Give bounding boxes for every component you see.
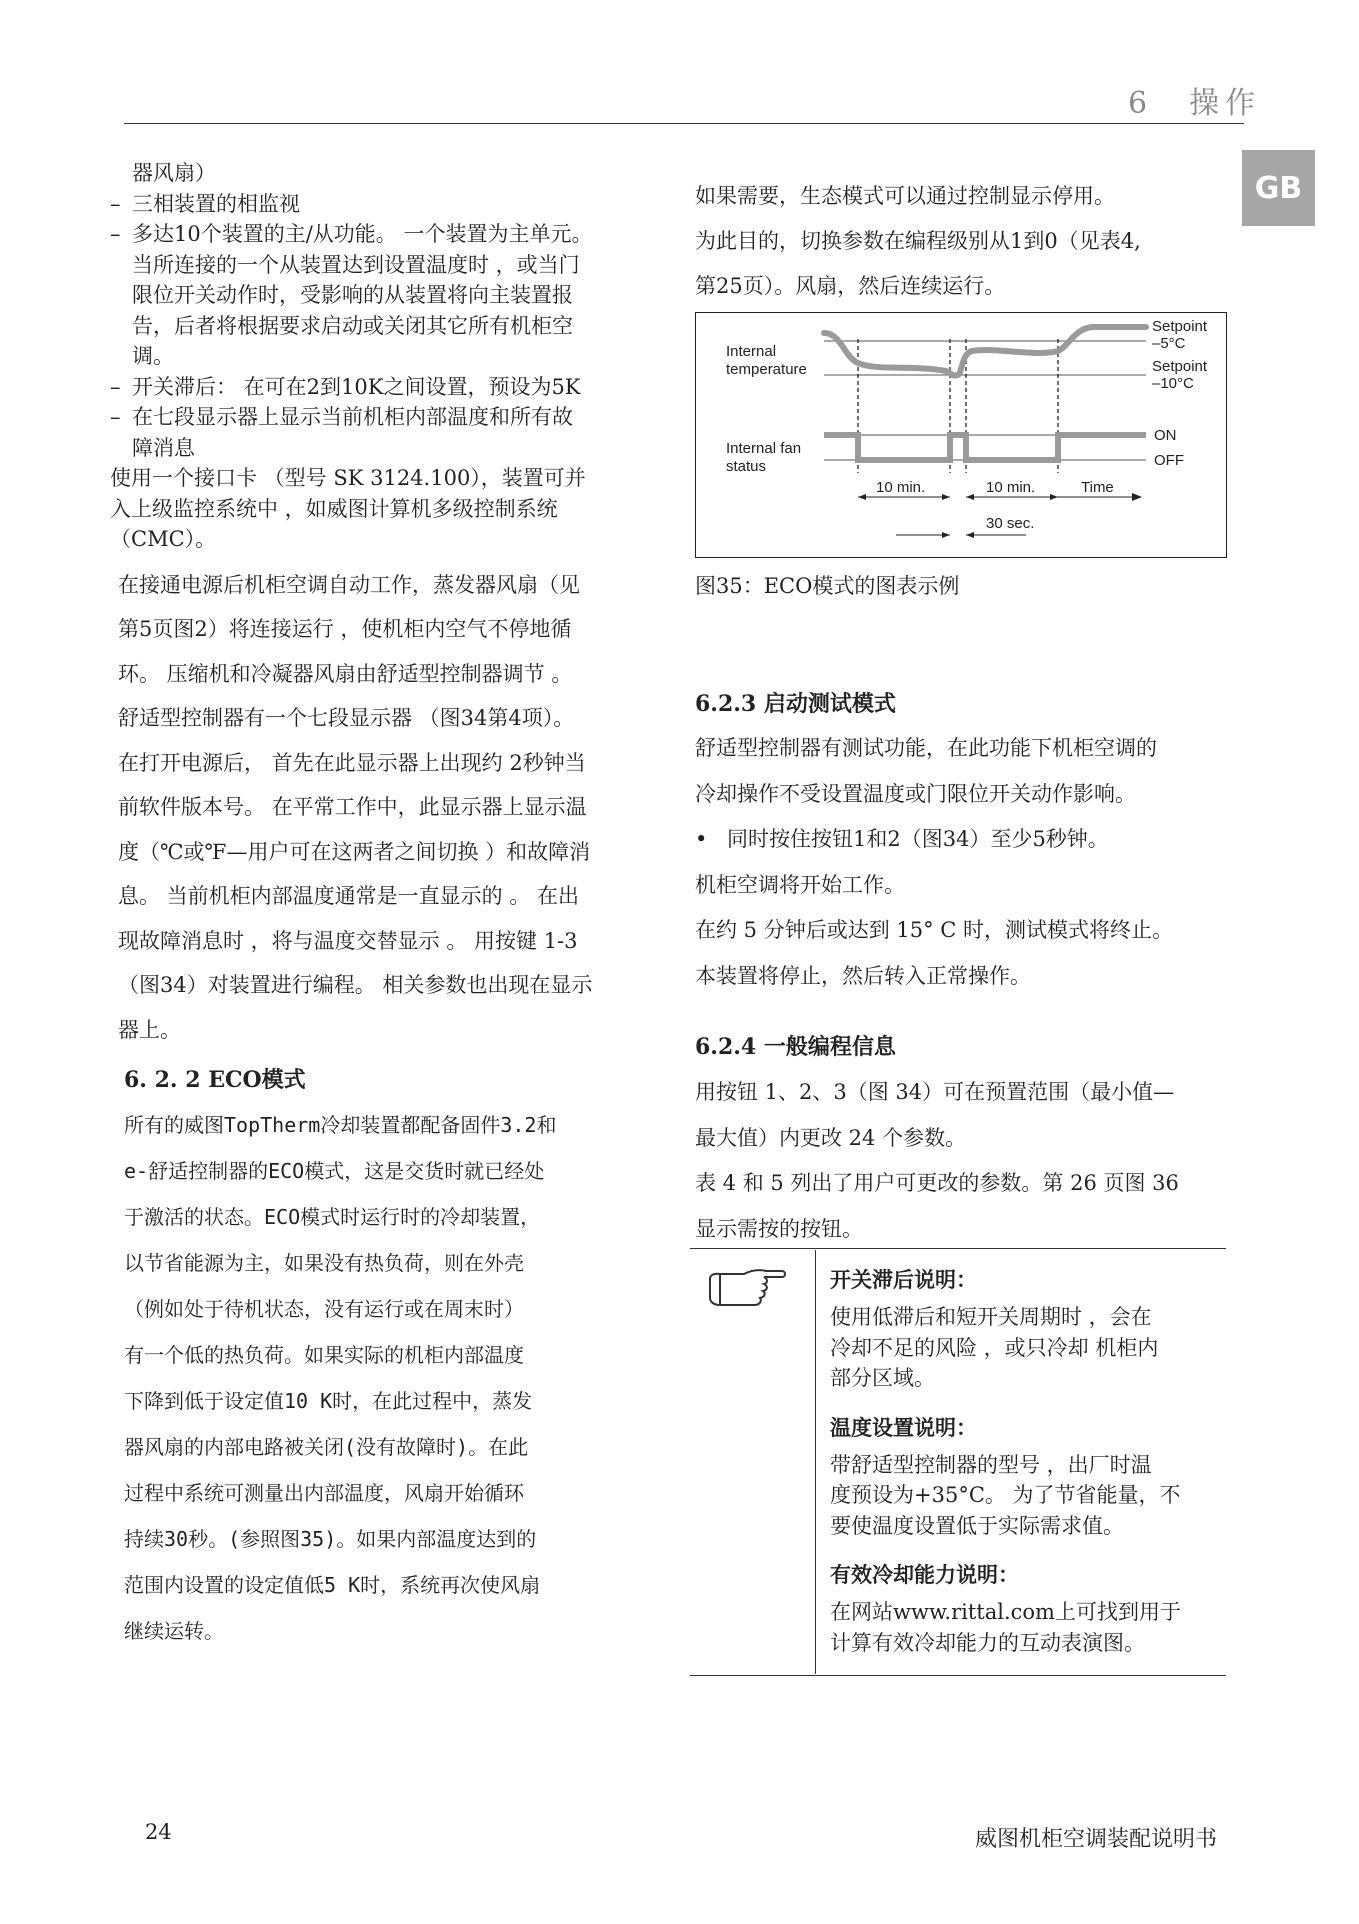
list-item: – 在七段显示器上显示当前机柜内部温度和所有故 障消息 xyxy=(110,405,573,460)
note-title: 温度设置说明： xyxy=(830,1414,977,1440)
on-label: ON xyxy=(1154,427,1177,444)
internal-temperature-label: Internal temperature xyxy=(726,343,807,378)
note-divider xyxy=(815,1250,816,1674)
arrow-head xyxy=(1050,494,1058,500)
off-label: OFF xyxy=(1154,452,1184,469)
note-text: 使用低滞后和短开关周期时 ，会在 冷却不足的风险 ，或只冷却 机柜内 部分区域。 xyxy=(830,1305,1159,1390)
fan-status-wave xyxy=(824,435,1146,460)
arrow-head xyxy=(1132,493,1142,501)
header-rule xyxy=(124,123,1244,124)
bullet-item: • 同时按住按钮1和2（图34）至少5秒钟。 xyxy=(695,827,1109,851)
arrow-head xyxy=(858,494,866,500)
eco-mode-diagram xyxy=(695,312,1227,558)
continued-line: 器风扇） xyxy=(132,161,216,185)
setpoint-minus10-label: Setpoint –10°C xyxy=(1152,358,1208,392)
document-title: 威图机柜空调装配说明书 xyxy=(975,1827,1218,1852)
page-number: 24 xyxy=(145,1820,172,1844)
thirty-sec-label: 30 sec. xyxy=(986,515,1035,532)
note-text: 在网站www.rittal.com上可找到用于 计算有效冷却能力的互动表演图。 xyxy=(830,1600,1181,1655)
ten-min-label-2: 10 min. xyxy=(986,479,1036,496)
note-text: 带舒适型控制器的型号 ，出厂时温 度预设为+35°C。 为了节省能量，不 要使温度设置低于实际需求值。 xyxy=(830,1452,1181,1538)
interface-paragraph: 使用一个接口卡 （型号 SK 3124.100），装置可并 入上级监控系统中 ，如威图计算机多级控制系统 （CMC）。 xyxy=(110,466,586,551)
arrow-head xyxy=(966,532,974,538)
s623-heading: 6.2.3 启动测试模式 xyxy=(695,691,896,717)
section-623: 6.2.3 启动测试模式 舒适型控制器有测试功能，在此功能下机柜空调的 冷却操作不受设置温度或门限位开关动作影响。 • 同时按住按钮1和2（图34）至少5秒钟。 机柜空调将开始工作。 在约 5 分钟后或达到 15° C 时，测试模式将终止。 本装置将停止，然后转入正常操作。 xyxy=(695,682,1240,999)
section-header: 6 操作 xyxy=(1128,86,1262,121)
section-624: 6.2.4 一般编程信息 用按钮 1、2、3（图 34）可在预置范围（最小值— 最大值）内更改 24 个参数。 表 4 和 5 列出了用户可更改的参数。第 26 页图 36 显示需按的按钮。 xyxy=(695,1024,1240,1252)
s624-heading: 6.2.4 一般编程信息 xyxy=(695,1034,896,1060)
figure-caption: 图35：ECO模式的图表示例 xyxy=(695,574,960,598)
operation-paragraph: 在接通电源后机柜空调自动工作，蒸发器风扇（见 第5页图2）将连接运行 ，使机柜内空气不停地循 环。 压缩机和冷凝器风扇由舒适型控制器调节 。 舒适型控制器有一个七段显示器 （图34第4项）。 在打开电源后， 首先在此显示器上出现约 2秒钟当 前软件版本号。 在平常工作中，此显示器上显示温 度（℃或℉—用户可在这两者之间切换 ）和故障消 息。 当前机柜内部温度通常是一直显示的 。 在出 现故障消息时 ，将与温度交替显示 。 用按键 1-3 （图34）对装置进行编程。 相关参数也出现在显示 器上。 xyxy=(118,572,593,1042)
arrow-head xyxy=(942,532,950,538)
note-content xyxy=(830,1258,1220,1670)
list-item: – 三相装置的相监视 xyxy=(110,191,300,216)
setpoint-minus5-label: Setpoint –5°C xyxy=(1152,318,1208,352)
ten-min-label-1: 10 min. xyxy=(876,479,926,496)
arrow-head xyxy=(966,494,974,500)
right-intro: 如果需要，生态模式可以通过控制显示停用。 为此目的，切换参数在编程级别从1到0（见表4, 第25页）。风扇，然后连续运行。 xyxy=(695,184,1141,298)
note-title: 有效冷却能力说明： xyxy=(830,1562,1019,1587)
eco-paragraph: 所有的威图TopTherm冷却装置都配备固件3.2和 e-舒适控制器的ECO模式，这是交货时就已经处 于激活的状态。ECO模式时运行时的冷却装置， 以节省能源为主，如果没有热负荷，则在外壳 （例如处于待机状态，没有运行或在周末时） 有一个低的热负荷。如果实际的机柜内部温度 下降到低于设定值10 K时，在此过程中，蒸发 器风扇的内部电路被关闭(没有故障时)。在此 过程中系统可测量出内部温度，风扇开始循环 持续30秒。(参照图35)。如果内部温度达到的 范围内设置的设定值低5 K时，系统再次使风扇 继续运转。 xyxy=(124,1113,557,1643)
eco-heading: 6. 2. 2 ECO模式 xyxy=(124,1067,306,1093)
list-item: – 多达10个装置的主/从功能。 一个装置为主单元。 当所连接的一个从装置达到设置温度时 ，或当门 限位开关动作时，受影响的从装置将向主装置报 告，后者将根据要求启动或关闭其它所有机柜空 调。 xyxy=(110,222,593,368)
language-badge: GB xyxy=(1242,150,1315,226)
arrow-head xyxy=(942,494,950,500)
note-title: 开关滞后说明： xyxy=(830,1267,977,1292)
pointing-hand-icon xyxy=(706,1265,788,1315)
temperature-curve xyxy=(824,327,1146,376)
left-column xyxy=(110,158,670,1654)
list-item: – 开关滞后： 在可在2到10K之间设置，预设为5K xyxy=(110,374,581,399)
time-label: Time xyxy=(1081,479,1114,496)
internal-fan-status-label: Internal fan status xyxy=(726,440,802,475)
